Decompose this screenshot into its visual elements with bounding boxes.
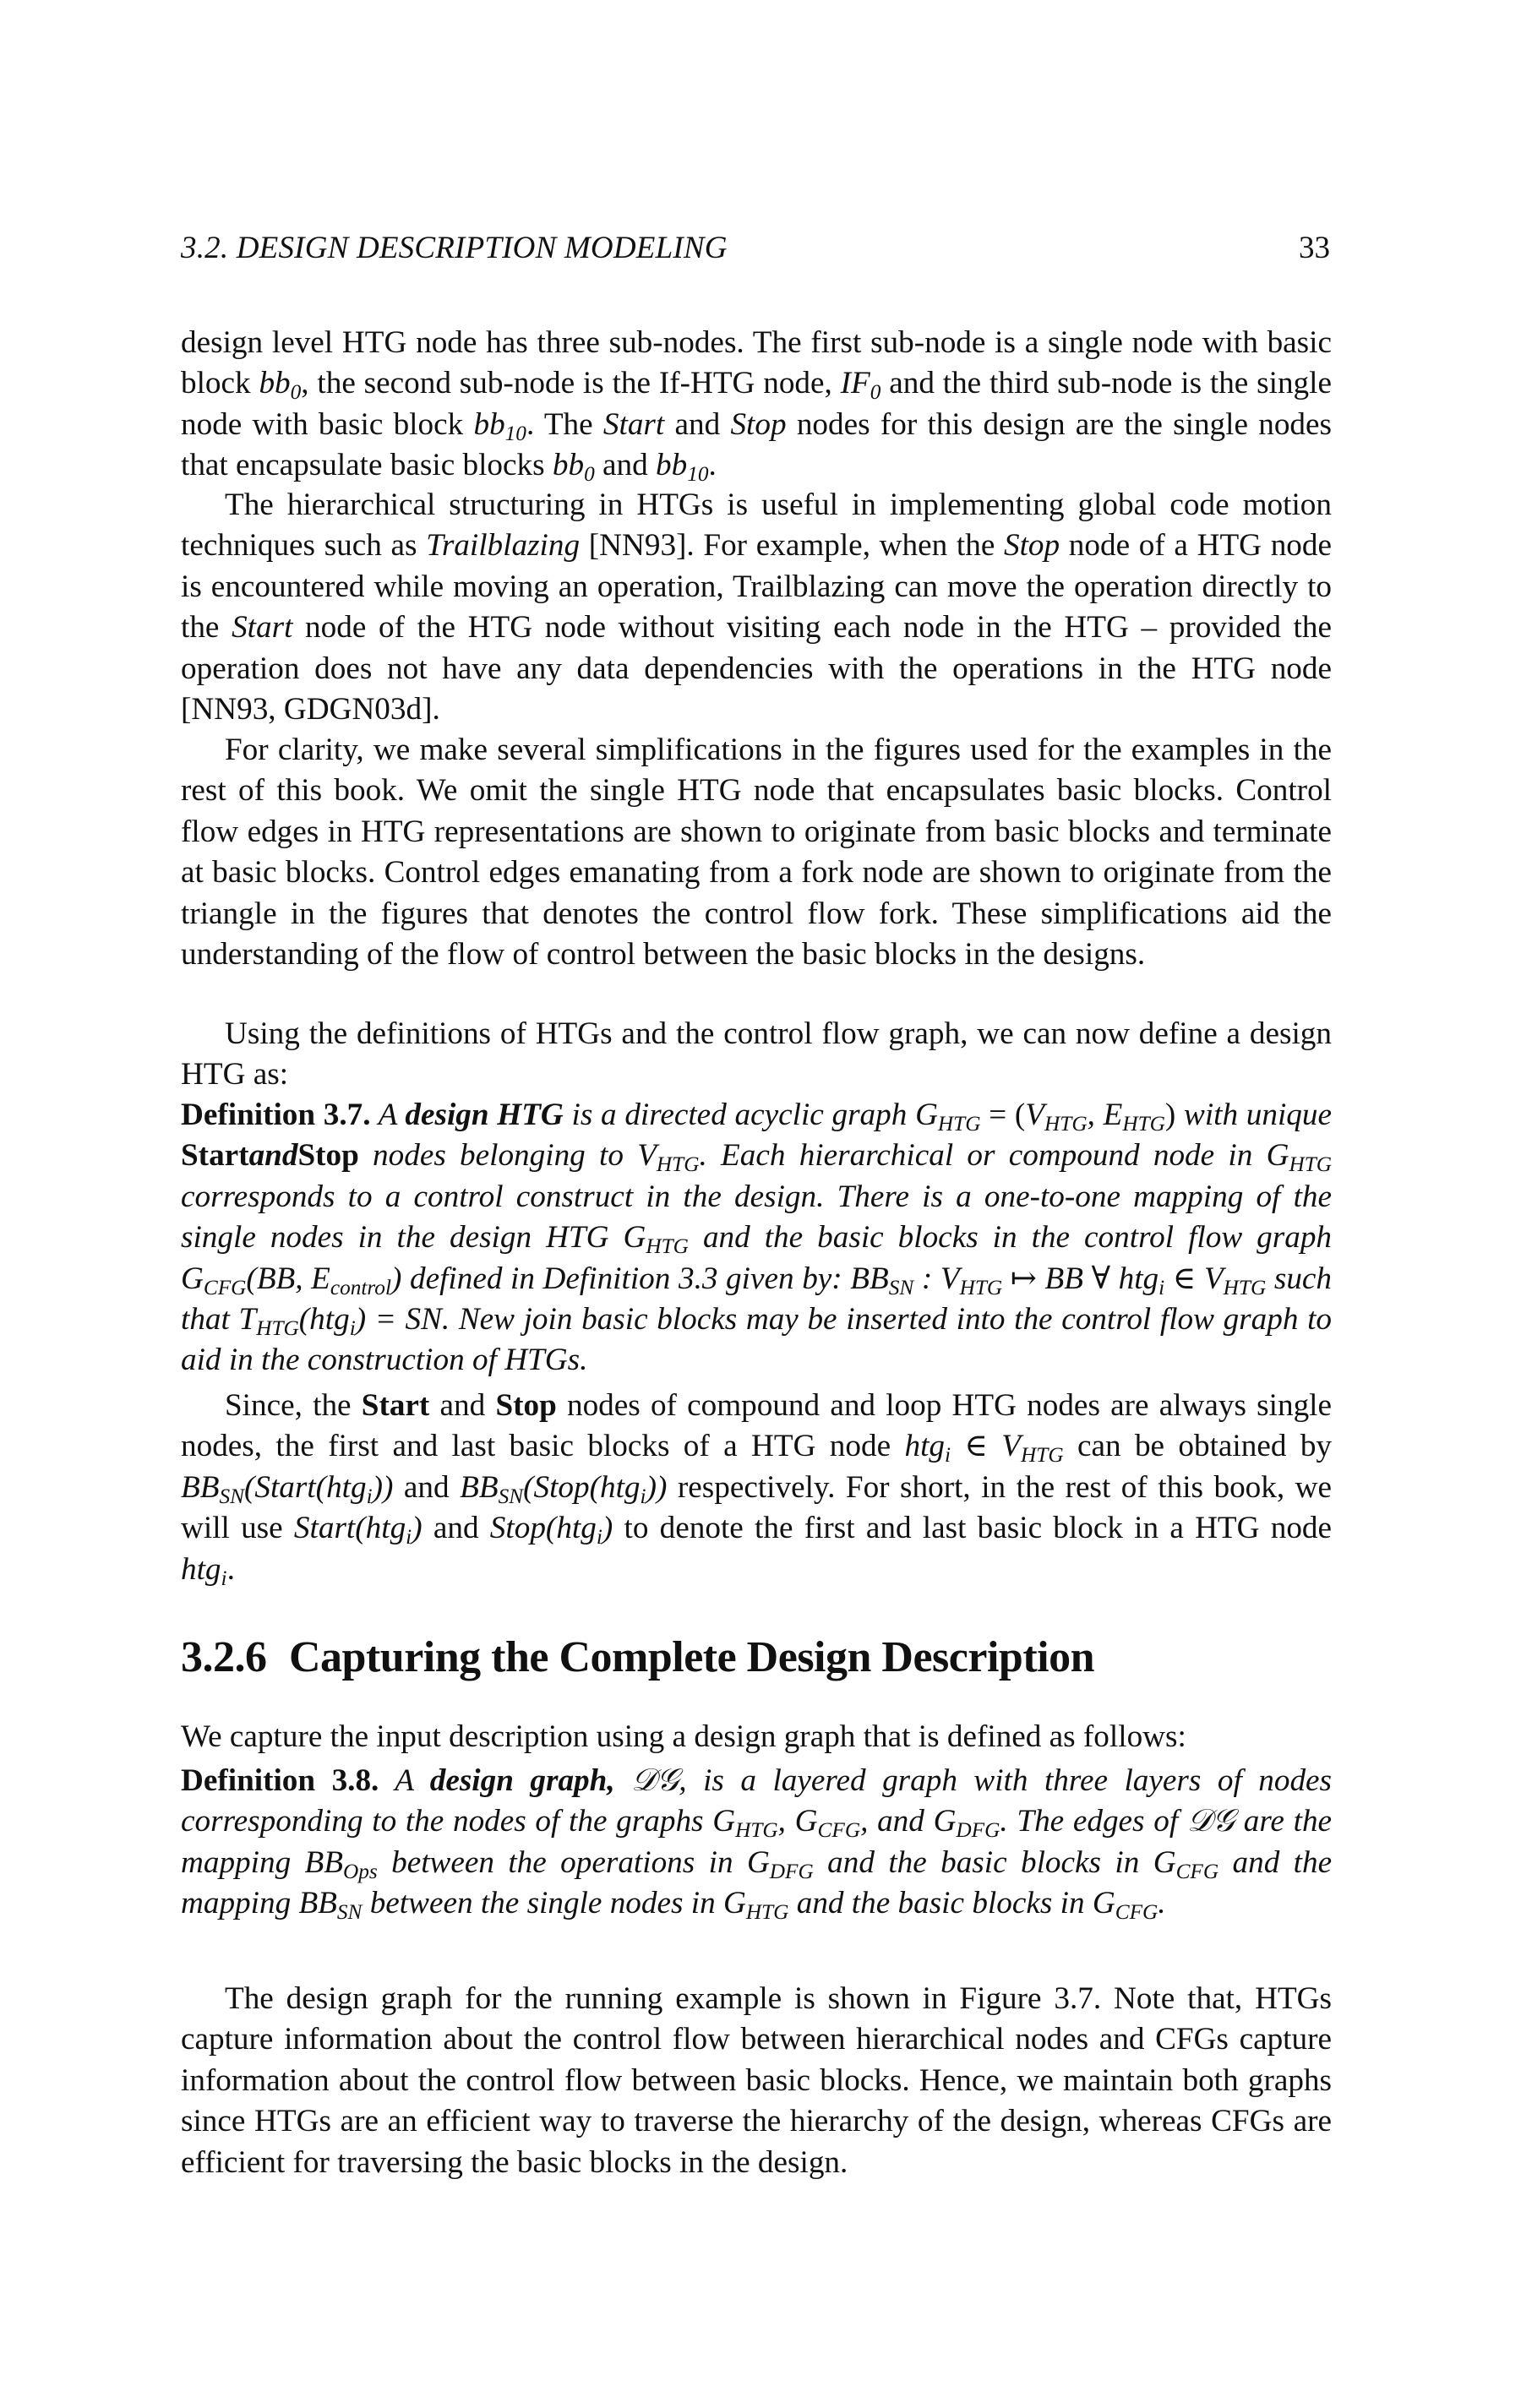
paragraph-simplifications: For clarity, we make several simplifications in the figures used for the examples in the rest of this book. We omit the single HTG node that encapsulates basic blocks. Control flow edges in HTG representations are shown to originate from basic blocks and terminate at basic blocks. Control edges emanating from a fork node are shown to originate from the triangle in the figures that denotes the control flow fork. These simplifications aid the understanding of the flow of control between the basic blocks in the designs. — [181, 733, 1332, 972]
paragraph-design-graph-example: The design graph for the running example is shown in Figure 3.7. Note that, HTGs capture information about the control flow between hierarchical nodes and CFGs capture information about the control flow between basic blocks. Hence, we maintain both graphs since HTGs are an efficient way to traverse the hierarchy of the design, whereas CFGs are efficient for traversing the basic blocks in the design. — [181, 1981, 1332, 2180]
section-heading-3-2-6 — [181, 1632, 1094, 1682]
running-header-section: 3.2. DESIGN DESCRIPTION MODELING — [181, 231, 728, 265]
definition-3-7-label: Definition 3.7. — [181, 1098, 371, 1132]
page-number: 33 — [1299, 231, 1330, 265]
section-number: 3.2.6 — [181, 1633, 267, 1681]
paragraph-start-stop-nodes: Since, the Start and Stop nodes of compound and loop HTG nodes are always single nodes, the first and last basic blocks of a HTG node htg$_i$ ∈ $V_{HTG}$ can be obtained by $BB_{SN}(Start(htg_i))$ and $BB_{SN}(Stop(htg_i))$ respectively. For short, in the rest of this book, we will use Start(htg$_i$) and Stop(htg$_i$) to denote the first and last basic block in a HTG node htg$_i$. — [181, 1388, 1333, 1590]
paragraph-trailblazing: The hierarchical structuring in HTGs is useful in implementing global code motion techniques such as Trailblazing [NN93]. For example, when the Stop node of a HTG node is encountered while moving an operation, Trailblazing can move the operation directly to the Start node of the HTG node without visiting each node in the HTG – provided the operation does not have any data dependencies with the operations in the HTG node [NN93, GDGN03d]. — [181, 488, 1332, 727]
definition-3-8: Definition 3.8. A design graph, 𝒟𝒢, is a layered graph with three layers of nodes corresponding to the nodes of the graphs $G_{HTG}$, $G_{CFG}$, and $G_{DFG}$. The edges of 𝒟𝒢 are the mapping $BB_{Ops}$ between the operations in $G_{DFG}$ and the basic blocks in $G_{CFG}$ and the mapping $BB_{SN}$ between the single nodes in $G_{HTG}$ and the basic blocks in $G_{CFG}$. — [181, 1763, 1333, 1925]
paragraph-define-design-htg: Using the definitions of HTGs and the control flow graph, we can now define a design HTG as: — [181, 1016, 1332, 1092]
section-title: Capturing the Complete Design Description — [289, 1633, 1095, 1681]
definition-3-8-label: Definition 3.8. — [181, 1763, 379, 1798]
paragraph-design-graph-intro: We capture the input description using a design graph that is defined as follows: — [181, 1719, 1186, 1754]
definition-3-7: Definition 3.7. A design HTG is a directed acyclic graph $G_{HTG} = (V_{HTG}$, $E_{HTG}$) with unique StartandStop nodes belonging to $V_{HTG}$. Each hierarchical or compound node in $G_{HTG}$ corresponds to a control construct in the design. There is a one-to-one mapping of the single nodes in the design HTG $G_{HTG}$ and the basic blocks in the control flow graph $G_{CFG}(BB$, $E_{control}$) defined in Definition 3.3 given by: $BB_{SN}$ : $V_{HTG}$ ↦ BB ∀ htg$_i$ ∈ $V_{HTG}$ such that $T_{HTG}(htg_i)$ = SN. New join basic blocks may be inserted into the control flow graph to aid in the construction of HTGs. — [181, 1098, 1333, 1378]
paragraph-htg-subnodes: design level HTG node has three sub-nodes. The first sub-node is a single node with basic block $bb_0$, the second sub-node is the If-HTG node, $IF_0$ and the third sub-node is the single node with basic block $bb_{10}$. The Start and Stop nodes for this design are the single nodes that encapsulate basic blocks $bb_0$ and $bb_{10}$. — [181, 325, 1332, 487]
